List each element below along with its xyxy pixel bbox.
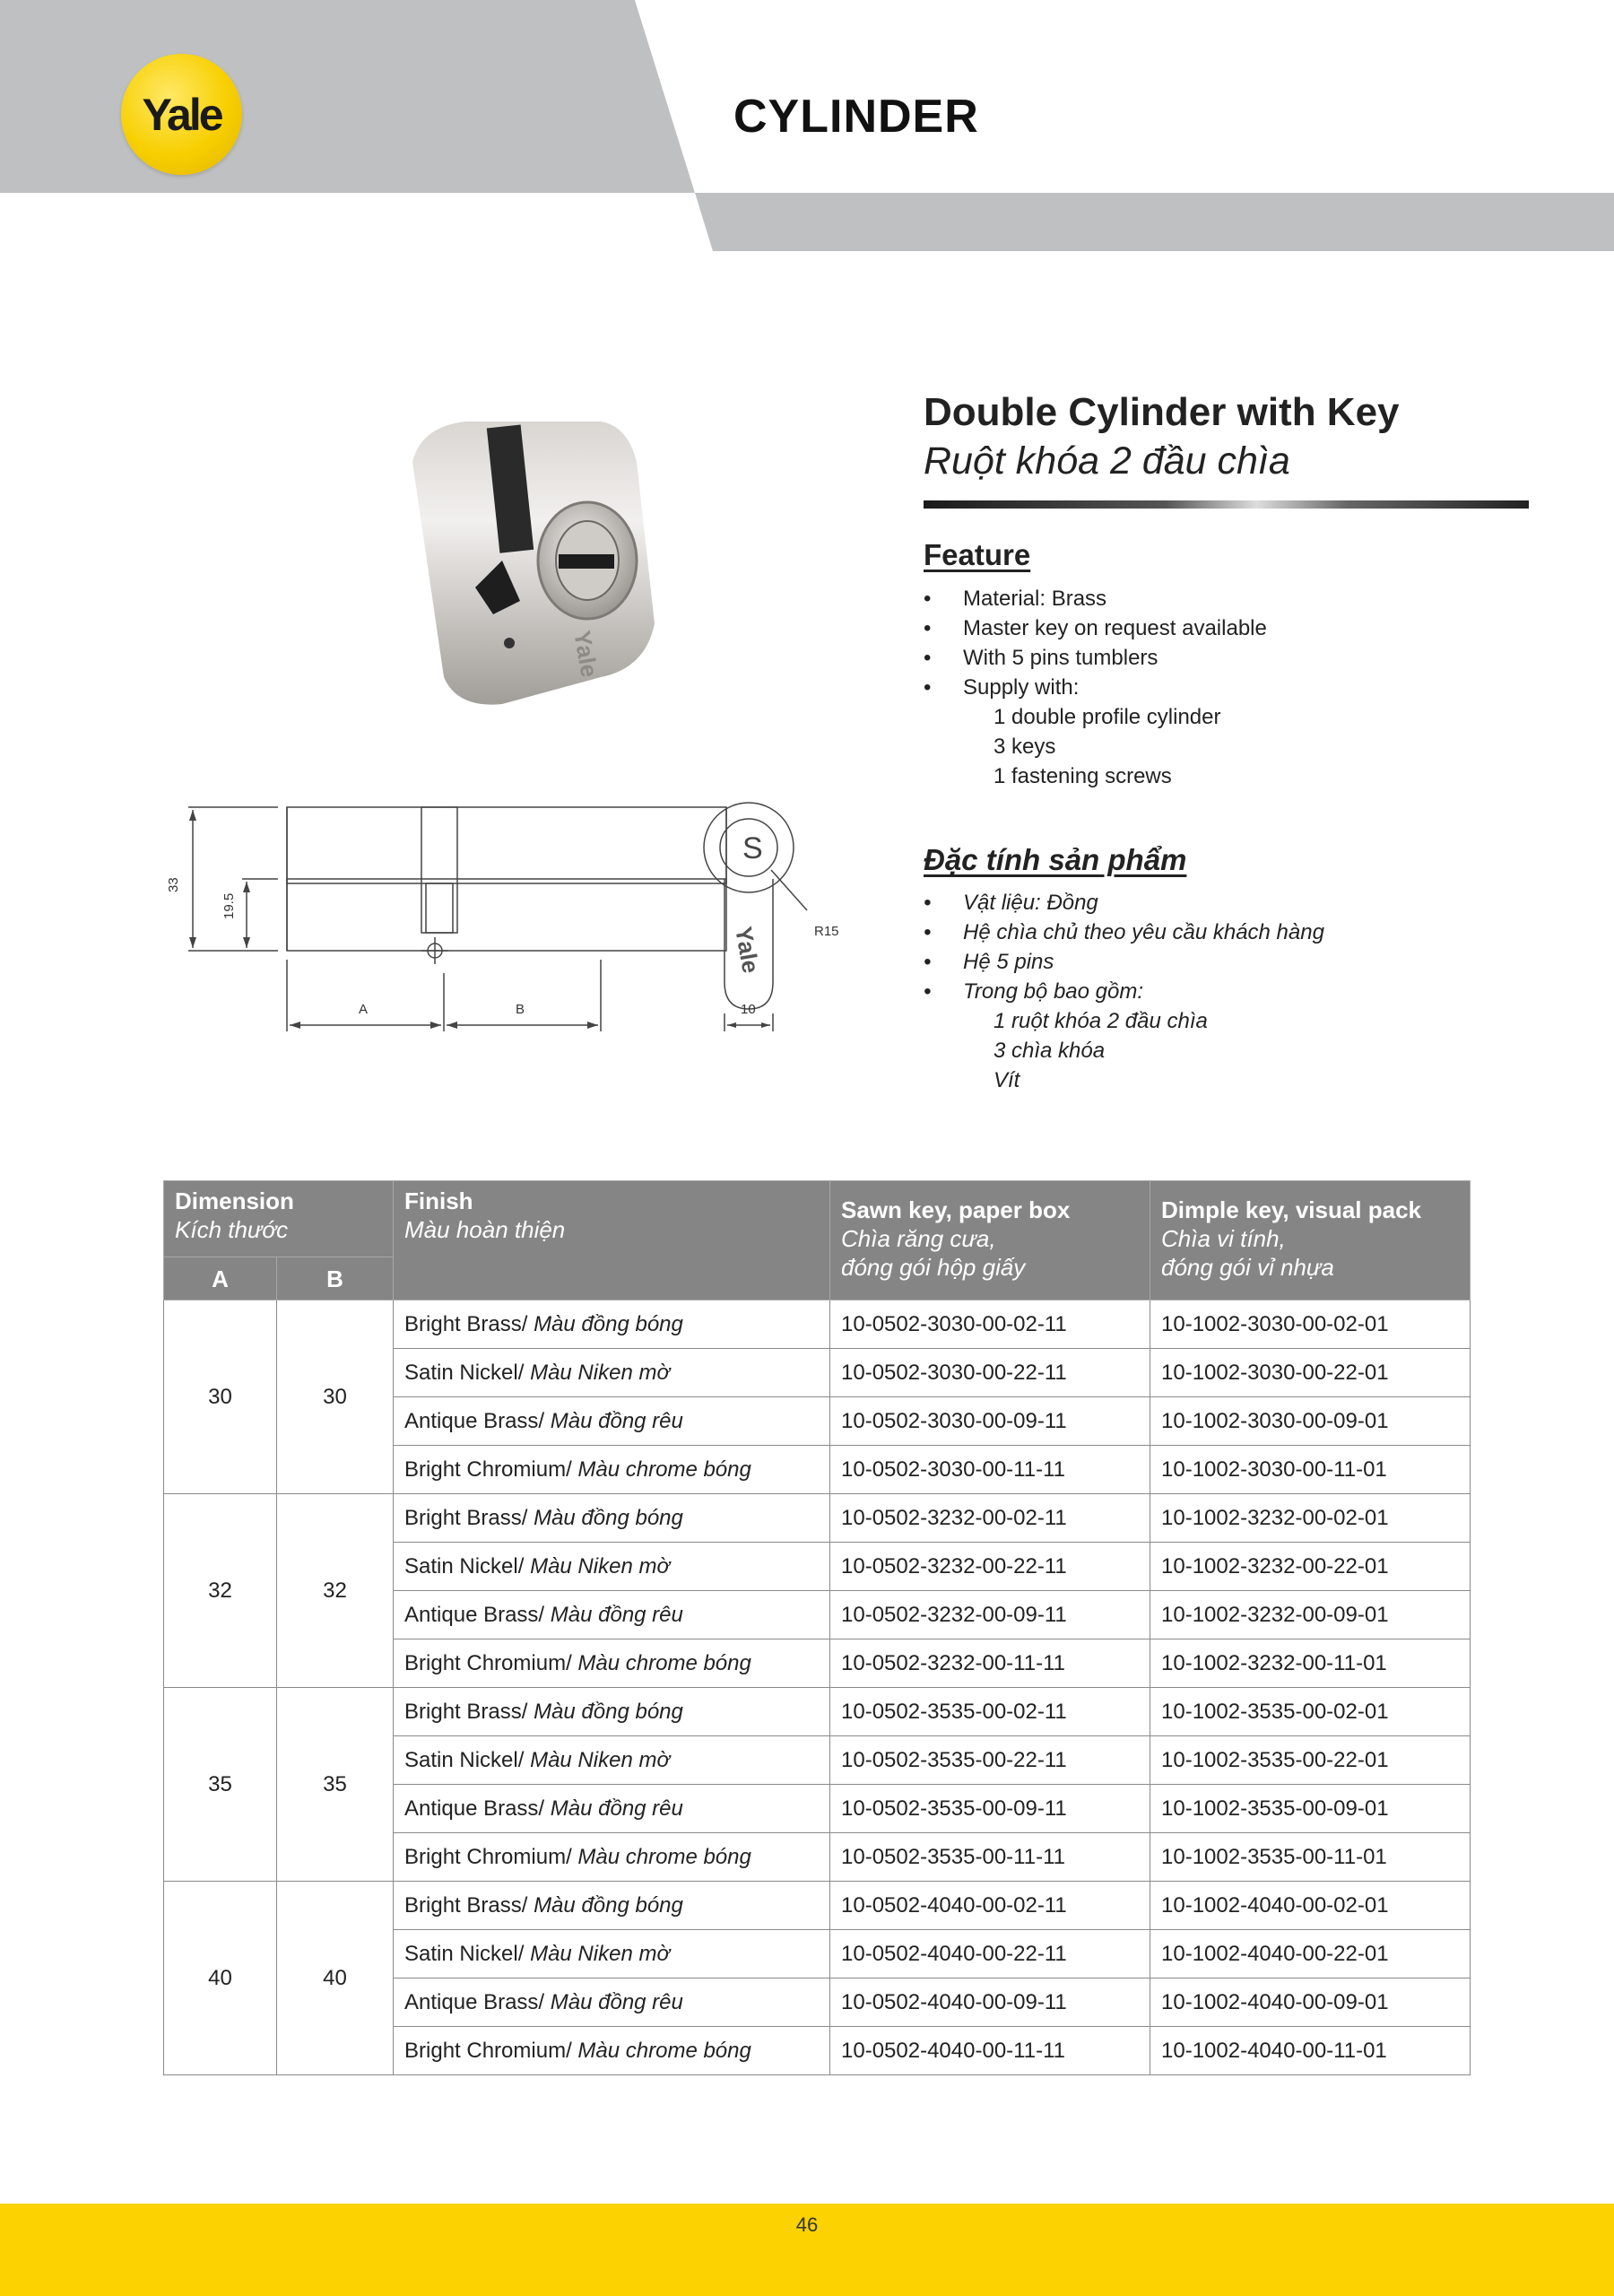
- header-dimple-key: Dimple key, visual pack Chìa vi tính, đóng gói vỉ nhựa: [1150, 1181, 1471, 1300]
- cell-finish: [394, 1736, 830, 1785]
- finish-en: Antique Brass/: [404, 1796, 551, 1821]
- header-b: B: [277, 1257, 394, 1300]
- finish-en: Bright Chromium/: [404, 2038, 578, 2063]
- feature-vi-sub-item: 3 chìa khóa: [994, 1039, 1106, 1063]
- cell-dimple-code: 10-1002-3535-00-09-01: [1150, 1785, 1471, 1833]
- finish-vi: Màu chrome bóng: [577, 1650, 751, 1675]
- feature-vi-item: • Vật liệu: Đồng: [924, 891, 1098, 915]
- table-row: [164, 1882, 1471, 1930]
- cell-dimple-code: 10-1002-3030-00-09-01: [1150, 1397, 1471, 1446]
- header-sawn-key: Sawn key, paper box Chìa răng cưa, đóng gói hộp giấy: [830, 1181, 1150, 1300]
- feature-vi-item: • Trong bộ bao gồm:: [924, 979, 1144, 1004]
- cell-finish: [394, 2027, 830, 2075]
- cell-finish: [394, 1882, 830, 1930]
- finish-en: Bright Chromium/: [404, 1650, 578, 1675]
- feature-vi-item: • Hệ 5 pins: [924, 950, 1054, 974]
- cell-dimple-code: 10-1002-3535-00-11-01: [1150, 1833, 1471, 1882]
- finish-vi: Màu đồng rêu: [550, 1408, 683, 1433]
- finish-vi: Màu Niken mờ: [530, 1360, 670, 1385]
- product-subtitle: Ruột khóa 2 đầu chìa: [924, 439, 1290, 483]
- dim-33-label: 33: [166, 877, 181, 892]
- finish-en: Satin Nickel/: [404, 1747, 531, 1772]
- cell-sawn-code: 10-0502-3030-00-11-11: [830, 1446, 1150, 1494]
- table-row: [164, 1300, 1471, 1349]
- cell-dimple-code: 10-1002-3232-00-02-01: [1150, 1494, 1471, 1543]
- cell-dimple-code: 10-1002-3030-00-11-01: [1150, 1446, 1471, 1494]
- finish-vi: Màu chrome bóng: [577, 1457, 751, 1482]
- cell-sawn-code: 10-0502-3232-00-02-11: [830, 1494, 1150, 1543]
- cell-sawn-code: 10-0502-3535-00-02-11: [830, 1688, 1150, 1736]
- cell-finish: [394, 1349, 830, 1397]
- cell-dimple-code: 10-1002-3030-00-02-01: [1150, 1300, 1471, 1349]
- cell-dimension-a: 30: [164, 1300, 277, 1494]
- cell-dimple-code: 10-1002-3535-00-02-01: [1150, 1688, 1471, 1736]
- finish-vi: Màu Niken mờ: [530, 1941, 670, 1966]
- finish-en: Satin Nickel/: [404, 1941, 531, 1966]
- table-row: [164, 1494, 1471, 1543]
- finish-vi: Màu đồng bóng: [534, 1892, 683, 1918]
- cell-finish: [394, 1833, 830, 1882]
- product-title: Double Cylinder with Key: [924, 390, 1400, 434]
- cell-finish: [394, 1979, 830, 2027]
- cell-dimension-b: 32: [277, 1494, 394, 1688]
- feature-heading: Feature: [924, 538, 1031, 571]
- feature-sub-item: 3 keys: [994, 735, 1056, 759]
- cell-finish: [394, 1930, 830, 1979]
- finish-vi: Màu đồng rêu: [550, 1989, 683, 2014]
- cell-sawn-code: 10-0502-4040-00-09-11: [830, 1979, 1150, 2027]
- feature-vi-item: • Hệ chìa chủ theo yêu cầu khách hàng: [924, 920, 1324, 944]
- feature-vi-heading: Đặc tính sản phẩm: [924, 843, 1187, 876]
- finish-vi: Màu đồng bóng: [534, 1699, 683, 1724]
- finish-vi: Màu Niken mờ: [530, 1747, 670, 1772]
- svg-text:Yale: Yale: [568, 628, 603, 680]
- cell-finish: [394, 1785, 830, 1833]
- cell-dimple-code: 10-1002-3535-00-22-01: [1150, 1736, 1471, 1785]
- cell-sawn-code: 10-0502-3535-00-09-11: [830, 1785, 1150, 1833]
- cell-dimple-code: 10-1002-3232-00-09-01: [1150, 1591, 1471, 1639]
- finish-vi: Màu đồng rêu: [550, 1796, 683, 1821]
- cell-dimension-a: 40: [164, 1882, 277, 2075]
- feature-vi-sub-item: Vít: [994, 1068, 1020, 1092]
- cell-dimple-code: 10-1002-3232-00-11-01: [1150, 1639, 1471, 1688]
- feature-sub-item: 1 double profile cylinder: [994, 705, 1221, 729]
- dim-r15-label: R15: [814, 924, 839, 939]
- feature-item: • Master key on request available: [924, 616, 1267, 640]
- finish-en: Antique Brass/: [404, 1408, 551, 1433]
- finish-en: Satin Nickel/: [404, 1553, 531, 1578]
- logo-text: Yale: [142, 89, 221, 140]
- cell-sawn-code: 10-0502-3030-00-02-11: [830, 1300, 1150, 1349]
- feature-vi-sub-item: 1 ruột khóa 2 đầu chìa: [994, 1009, 1208, 1033]
- finish-en: Bright Chromium/: [404, 1844, 578, 1869]
- feature-vi-list: [924, 888, 1324, 1095]
- finish-en: Bright Brass/: [404, 1311, 534, 1336]
- finish-vi: Màu Niken mờ: [530, 1553, 670, 1578]
- finish-vi: Màu đồng rêu: [550, 1602, 683, 1627]
- cell-finish: [394, 1543, 830, 1591]
- cell-sawn-code: 10-0502-3535-00-22-11: [830, 1736, 1150, 1785]
- finish-en: Antique Brass/: [404, 1989, 551, 2014]
- page-title: CYLINDER: [733, 91, 979, 143]
- feature-item: • Material: Brass: [924, 587, 1107, 611]
- cell-finish: [394, 1639, 830, 1688]
- cell-dimple-code: 10-1002-4040-00-09-01: [1150, 1979, 1471, 2027]
- finish-en: Bright Brass/: [404, 1892, 534, 1918]
- cell-sawn-code: 10-0502-4040-00-22-11: [830, 1930, 1150, 1979]
- feature-list: [924, 584, 1267, 791]
- cell-sawn-code: 10-0502-4040-00-11-11: [830, 2027, 1150, 2075]
- finish-en: Satin Nickel/: [404, 1360, 531, 1385]
- finish-vi: Màu đồng bóng: [534, 1311, 683, 1336]
- cell-sawn-code: 10-0502-4040-00-02-11: [830, 1882, 1150, 1930]
- page-number: 46: [795, 2213, 819, 2236]
- cell-dimension-a: 35: [164, 1688, 277, 1882]
- cell-dimension-b: 35: [277, 1688, 394, 1882]
- cell-dimension-b: 40: [277, 1882, 394, 2075]
- cell-sawn-code: 10-0502-3232-00-11-11: [830, 1639, 1150, 1688]
- yale-logo: [121, 54, 242, 175]
- svg-text:Yale: Yale: [730, 924, 765, 976]
- header-dimension: Dimension Kích thước: [164, 1181, 394, 1257]
- cell-sawn-code: 10-0502-3232-00-22-11: [830, 1543, 1150, 1591]
- product-table: [163, 1180, 1471, 2075]
- cell-dimple-code: 10-1002-4040-00-02-01: [1150, 1882, 1471, 1930]
- finish-en: Bright Brass/: [404, 1505, 534, 1530]
- cell-sawn-code: 10-0502-3535-00-11-11: [830, 1833, 1150, 1882]
- cell-sawn-code: 10-0502-3232-00-09-11: [830, 1591, 1150, 1639]
- dim-19-5-label: 19.5: [221, 892, 237, 919]
- cell-dimple-code: 10-1002-3030-00-22-01: [1150, 1349, 1471, 1397]
- cell-finish: [394, 1446, 830, 1494]
- svg-text:S: S: [742, 831, 763, 865]
- cell-finish: [394, 1688, 830, 1736]
- finish-vi: Màu chrome bóng: [577, 2038, 751, 2063]
- finish-en: Bright Brass/: [404, 1699, 534, 1724]
- cell-finish: [394, 1300, 830, 1349]
- finish-en: Bright Chromium/: [404, 1457, 578, 1482]
- table-row: [164, 1688, 1471, 1736]
- feature-item: • With 5 pins tumblers: [924, 646, 1158, 670]
- product-photo: [395, 408, 681, 718]
- cell-sawn-code: 10-0502-3030-00-22-11: [830, 1349, 1150, 1397]
- feature-sub-item: 1 fastening screws: [994, 764, 1172, 788]
- finish-vi: Màu chrome bóng: [577, 1844, 751, 1869]
- cell-finish: [394, 1494, 830, 1543]
- technical-drawing: [161, 794, 861, 1054]
- feature-item: • Supply with:: [924, 675, 1080, 700]
- cell-dimension-a: 32: [164, 1494, 277, 1688]
- finish-vi: Màu đồng bóng: [534, 1505, 683, 1530]
- cell-dimple-code: 10-1002-3232-00-22-01: [1150, 1543, 1471, 1591]
- dim-10-label: 10: [741, 1002, 756, 1017]
- header-finish: Finish Màu hoàn thiện: [394, 1181, 830, 1300]
- cell-sawn-code: 10-0502-3030-00-09-11: [830, 1397, 1150, 1446]
- cell-dimple-code: 10-1002-4040-00-22-01: [1150, 1930, 1471, 1979]
- cell-dimple-code: 10-1002-4040-00-11-01: [1150, 2027, 1471, 2075]
- finish-en: Antique Brass/: [404, 1602, 551, 1627]
- cell-finish: [394, 1591, 830, 1639]
- title-rule: [924, 500, 1529, 509]
- cell-dimension-b: 30: [277, 1300, 394, 1494]
- dim-a-label: A: [359, 1002, 369, 1017]
- header-a: A: [164, 1257, 277, 1300]
- cell-finish: [394, 1397, 830, 1446]
- dim-b-label: B: [516, 1002, 525, 1017]
